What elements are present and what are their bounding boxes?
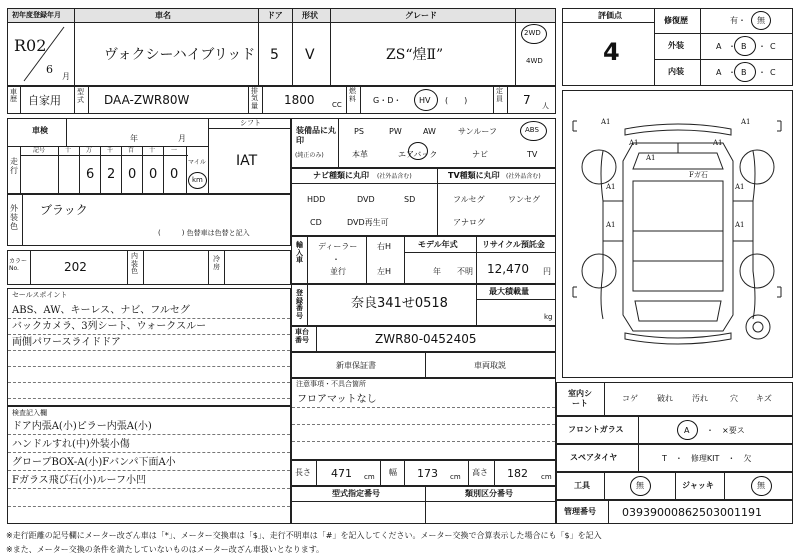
digit-header-4: 十 (149, 147, 156, 154)
tv-header: TV種類に丸印 (448, 171, 500, 180)
damage-mark-2: A1 (741, 118, 751, 126)
import-dealer: ディーラー (318, 242, 358, 251)
sales-point-line-2: バックカメラ、3列シート、ウォークスルー (12, 321, 207, 332)
fuel-label: 燃料 (349, 87, 356, 103)
digit-header-3: 百 (128, 147, 135, 154)
digit-header-0: 十 (65, 147, 72, 154)
car-name: ヴォクシーハイブリッド (104, 47, 256, 63)
repair-label: 修復歴 (664, 16, 688, 25)
car-name-label: 車名 (155, 11, 171, 20)
grade-label: グレード (405, 11, 437, 20)
tools-value: 無 (636, 481, 644, 490)
damage-mark-3: A1 (629, 139, 639, 147)
nav-sd: SD (404, 195, 416, 204)
interior-color-label: 内装色 (131, 252, 138, 276)
notes-value: フロアマットなし (297, 394, 377, 405)
spare-label: スペアタイヤ (570, 453, 618, 462)
width-label: 幅 (389, 468, 397, 477)
max-load-kg: kg (544, 313, 553, 321)
month-unit: 月 (62, 72, 70, 81)
width: 173 (417, 467, 438, 480)
first-reg-label: 初年度登録年月 (12, 11, 61, 19)
grade: ZS“煌Ⅱ” (386, 47, 444, 63)
model: DAA-ZWR80W (104, 93, 190, 107)
width-cm: cm (450, 473, 461, 481)
nav-header: ナビ種類に丸印 (313, 171, 369, 180)
capacity: 7 (523, 93, 531, 107)
displacement: 1800 (284, 93, 315, 107)
damage-mark-5: A1 (606, 183, 616, 191)
damage-mark-7: A1 (606, 221, 616, 229)
damage-mark-6: A1 (735, 183, 745, 191)
sales-point-line-1: ABS、AW、キーレス、ナビ、フルセグ (12, 305, 190, 316)
damage-mark-windshield: Fガ石 (689, 171, 708, 179)
km-label: km (192, 176, 203, 184)
fuel-paren: ( ) (445, 96, 468, 105)
windshield-label: フロントガラス (568, 425, 624, 434)
interior-grade-label: 内装 (668, 67, 684, 76)
digit-1: 6 (86, 167, 95, 182)
footnote-line-1: ※走行距離の記号欄にメーター改ざん車は「*」、メーター交換車は「$」、走行不明車は「#」を記入してください。メーター交換で合算表示した場合にも「$」を記入 (6, 531, 602, 540)
color-no-label: カラーNo. (9, 258, 28, 273)
nav-hdd: HDD (307, 195, 326, 204)
usage-row (7, 86, 556, 114)
doors: 5 (270, 47, 279, 63)
equip-tv: TV (527, 150, 538, 159)
model-year-year: 年 (433, 267, 441, 276)
mileage-label: 走行 (10, 157, 18, 175)
equip-airbag: エアバック (398, 150, 438, 159)
sheet-burn: コゲ (622, 394, 638, 403)
capacity-label: 定員 (496, 87, 503, 103)
door-label: ドア (267, 11, 283, 20)
damage-mark-10: A1 (646, 154, 656, 162)
color-note: ( ) 色替車は色替と記入 (158, 229, 250, 237)
damage-mark-8: A1 (735, 221, 745, 229)
sheet-scratch: キズ (756, 394, 772, 403)
shape-label: 形状 (302, 11, 318, 20)
sign-label: 記号 (33, 147, 46, 154)
digit-5: 0 (170, 167, 179, 182)
ac-label: 冷房 (213, 255, 220, 271)
equip-pw: PW (389, 127, 402, 136)
drive-4wd: 4WD (526, 57, 543, 65)
first-reg-era: R02 (14, 36, 47, 55)
sales-points-label: セールスポイント (12, 291, 68, 299)
inspection-note-line-3: グローブBOX-A(小)Fバンパ下面A小 (12, 457, 176, 468)
notes-label: 注意事項・不具合箇所 (296, 380, 366, 388)
score-value: 4 (603, 38, 620, 66)
usage-label: 車歴 (10, 88, 17, 104)
header-value-row (7, 22, 556, 86)
nav-dvd-play: DVD再生可 (347, 218, 389, 227)
equip-aw: AW (423, 127, 436, 136)
repair-options: 有・ (730, 16, 746, 25)
model-year-unknown: 不明 (457, 267, 473, 276)
tv-analog: アナログ (453, 218, 485, 227)
sheet-hole: 穴 (730, 394, 738, 403)
digit-4: 0 (149, 167, 158, 182)
color-no: 202 (64, 260, 87, 274)
color-no-row (7, 250, 291, 285)
chassis-value: ZWR80-0452405 (375, 332, 477, 346)
score-label: 評価点 (598, 11, 622, 20)
digit-3: 0 (128, 167, 137, 182)
management-label: 管理番号 (564, 507, 596, 516)
shift-label: シフト (240, 119, 261, 127)
exterior-grade-c: C (770, 42, 776, 51)
recycle-value: 12,470 (487, 262, 529, 276)
height-cm: cm (541, 473, 552, 481)
model-year-label: モデル年式 (418, 240, 458, 249)
interior-grade-c: C (770, 68, 776, 77)
equipment-sub: (純正のみ) (295, 152, 324, 159)
capacity-unit: 人 (542, 102, 549, 110)
exterior-grade-b: B (741, 42, 747, 51)
inspection-note-line-4: Fガラス飛び石(小)ルーフ小凹 (12, 475, 146, 486)
car-diagram (563, 91, 792, 377)
digit-2: 2 (107, 167, 116, 182)
footnote-line-2: ※また、メーター交換の条件を満たしていないものはメーター改ざん車扱いとなります。 (6, 545, 325, 554)
displacement-label: 排気量 (251, 87, 258, 110)
interior-grade-a: A (716, 68, 722, 77)
nav-cd: CD (310, 218, 322, 227)
spare-options: T ・ 修理KIT ・ 欠 (662, 454, 752, 463)
cc-unit: CC (332, 101, 342, 109)
exterior-grade-a: A (716, 42, 722, 51)
equip-leather: 本革 (352, 150, 368, 159)
registration-value: 奈良341せ0518 (351, 296, 448, 311)
length-cm: cm (364, 473, 375, 481)
mile-label: マイル (188, 159, 206, 166)
sheet-tear: 破れ (657, 394, 673, 403)
sales-point-line-3: 両側パワースライドドア (12, 337, 121, 348)
class-designation-label: 類別区分番号 (465, 489, 513, 498)
import-dot: ・ (332, 255, 340, 264)
equip-ps: PS (354, 127, 364, 136)
interior-sheet-label: 室内シート (568, 389, 592, 408)
color-value: ブラック (40, 203, 88, 217)
digit-header-5: 一 (171, 147, 178, 154)
import-rh: 右H (377, 242, 392, 251)
recycle-label: リサイクル預託金 (482, 240, 545, 249)
equip-navi: ナビ (472, 150, 488, 159)
tv-header-sub: (社外品含む) (506, 173, 541, 180)
registration-label: 登録番号 (296, 289, 303, 321)
equipment-label: 装備品に丸印 (296, 126, 336, 145)
drive-2wd: 2WD (524, 29, 541, 37)
height-label: 高さ (472, 468, 488, 477)
tools-label: 工具 (574, 481, 590, 490)
import-parallel: 並行 (330, 267, 346, 276)
type-designation-label: 型式指定番号 (332, 489, 380, 498)
equip-sunroof: サンルーフ (458, 127, 497, 136)
new-car-warranty: 新車保証書 (336, 361, 376, 370)
chassis-label: 車台番号 (295, 328, 309, 344)
shift: IAT (236, 153, 258, 169)
jack-value: 無 (757, 481, 765, 490)
notes-block (291, 378, 556, 460)
airbag-circle (408, 142, 428, 160)
shaken-month-unit: 月 (178, 134, 186, 143)
shape: V (305, 47, 315, 63)
repair-selected: 無 (757, 16, 765, 25)
color-label: 外装色 (10, 204, 18, 231)
color-block (7, 194, 291, 246)
inspection-note-line-1: ドア内張A(小)ピラー内張A(小) (12, 421, 152, 432)
length: 471 (331, 467, 352, 480)
model-label: 型式 (77, 88, 84, 104)
windshield-selected: A (684, 426, 690, 435)
import-label: 輸入車 (296, 241, 303, 265)
tv-oneseg: ワンセグ (508, 195, 540, 204)
digit-header-2: 千 (107, 147, 114, 154)
fuel-selected: HV (419, 96, 431, 105)
nav-header-sub: (社外品含む) (377, 173, 412, 180)
jack-label: ジャッキ (682, 481, 714, 490)
usage: 自家用 (28, 94, 61, 107)
inspection-note-line-2: ハンドルすれ(中)外装小傷 (12, 439, 130, 450)
import-lh: 左H (377, 267, 392, 276)
damage-mark-1: A1 (601, 118, 611, 126)
exterior-grade-label: 外装 (668, 41, 684, 50)
nav-dvd: DVD (357, 195, 375, 204)
designation-row (291, 486, 556, 524)
height: 182 (507, 467, 528, 480)
length-label: 長さ (295, 468, 311, 477)
exterior-sep-2: ・ (758, 42, 766, 51)
vehicle-manual: 車両取説 (474, 361, 506, 370)
management-value: 03939000862503001191 (622, 506, 762, 519)
damage-mark-4: A1 (713, 139, 723, 147)
windshield-rest: ・ ×要ス (706, 426, 745, 435)
exterior-sep-1: ・ (728, 42, 736, 51)
warranty-row (291, 352, 556, 378)
interior-sep-2: ・ (758, 68, 766, 77)
digit-header-1: 万 (86, 147, 93, 154)
fuel-options: G・D・ (373, 96, 402, 105)
interior-grade-b: B (741, 68, 747, 77)
max-load-label: 最大積載量 (489, 287, 529, 296)
equip-abs: ABS (525, 126, 539, 134)
sheet-dirt: 汚れ (692, 394, 708, 403)
first-reg-month: 6 (46, 63, 53, 76)
recycle-unit: 円 (543, 267, 551, 276)
shaken-label: 車検 (32, 126, 48, 135)
interior-sep-1: ・ (728, 68, 736, 77)
tv-fullseg: フルセグ (453, 195, 485, 204)
inspection-notes-label: 検査記入欄 (12, 409, 47, 417)
shaken-year-unit: 年 (130, 134, 138, 143)
